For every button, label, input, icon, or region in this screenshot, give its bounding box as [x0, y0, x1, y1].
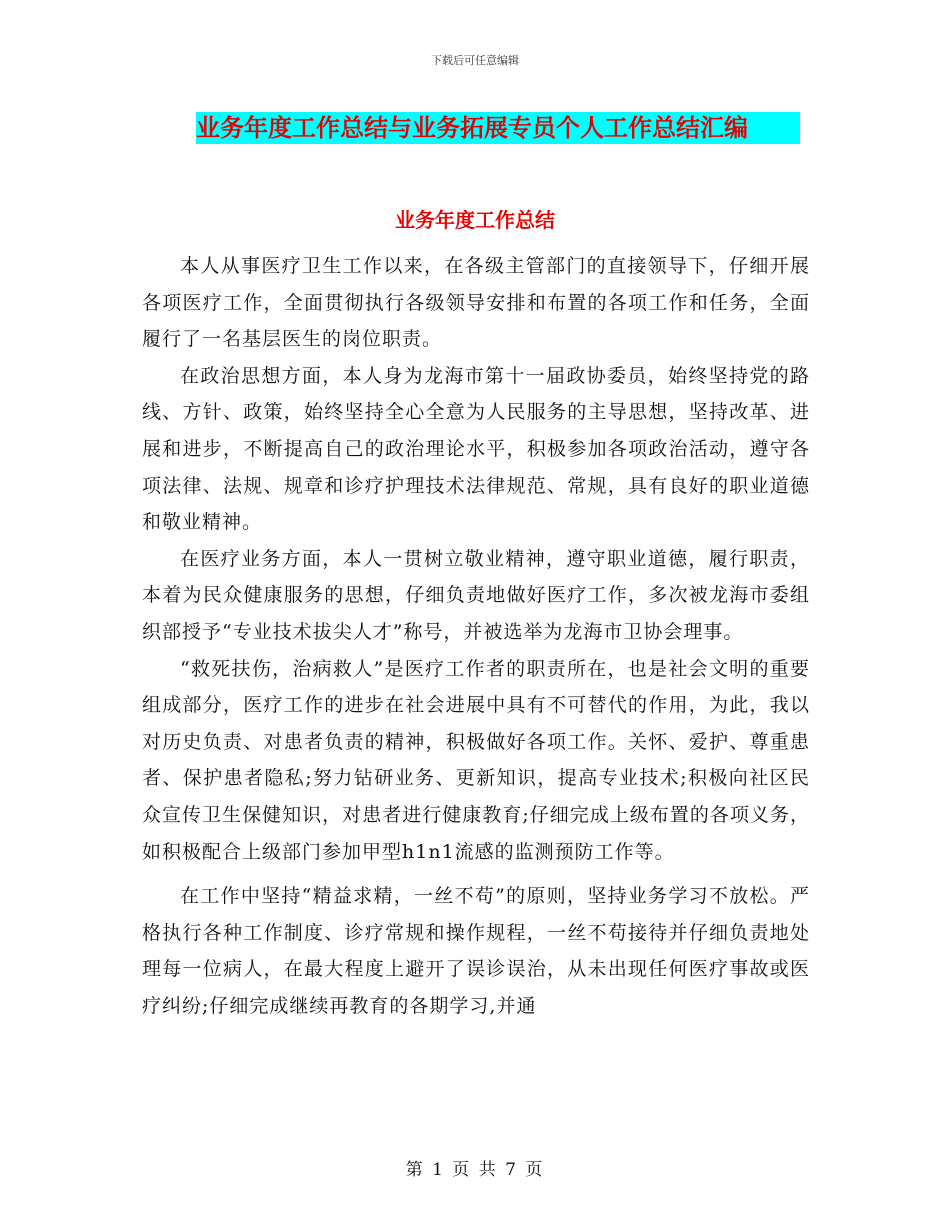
body-text: [142, 248, 810, 1024]
paragraph: 在工作中坚持“精益求精，一丝不苟”的原则，坚持业务学习不放松。严格执行各种工作制度、诊疗常规和操作规程，一丝不苟接待并仔细负责地处理每一位病人，在最大程度上避开了误诊误治，从未出现任何医疗事故或医疗纠纷;仔细完成继续再教育的各期学习,并通: [142, 885, 810, 1017]
paragraph: 本人从事医疗卫生工作以来，在各级主管部门的直接领导下，仔细开展各项医疗工作，全面贯彻执行各级领导安排和布置的各项工作和任务，全面履行了一名基层医生的岗位职责。: [142, 255, 810, 351]
paragraph: 在政治思想方面，本人身为龙海市第十一届政协委员，始终坚持党的路线、方针、政策，始终坚持全心全意为人民服务的主导思想，坚持改革、进展和进步，不断提高自己的政治理论水平，积极参加各项政治活动，遵守各项法律、法规、规章和诊疗护理技术法律规范、常规，具有良好的职业道德和敬业精神。: [142, 364, 810, 534]
paragraph: 在医疗业务方面，本人一贯树立敬业精神，遵守职业道德，履行职责，本着为民众健康服务的思想，仔细负责地做好医疗工作，多次被龙海市委组织部授予“专业技术拔尖人才”称号，并被选举为龙海市卫协会理事。: [142, 547, 810, 643]
section-title: 业务年度工作总结: [395, 208, 555, 232]
header-note: 下载后可任意编辑: [431, 54, 519, 67]
document-title: 业务年度工作总结与业务拓展专员个人工作总结汇编: [196, 112, 800, 144]
page-number-footer: 第 1 页 共 7 页: [405, 1160, 545, 1180]
paragraph: “救死扶伤，治病救人”是医疗工作者的职责所在，也是社会文明的重要组成部分，医疗工作的进步在社会进展中具有不可替代的作用，为此，我以对历史负责、对患者负责的精神，积极做好各项工作。关怀、爱护、尊重患者、保护患者隐私;努力钻研业务、更新知识，提高专业技术;积极向社区民众宣传卫生保健知识，对患者进行健康教育;仔细完成上级布置的各项义务，如积极配合上级部门参加甲型h1n1流感的监测预防工作等。: [142, 657, 810, 863]
